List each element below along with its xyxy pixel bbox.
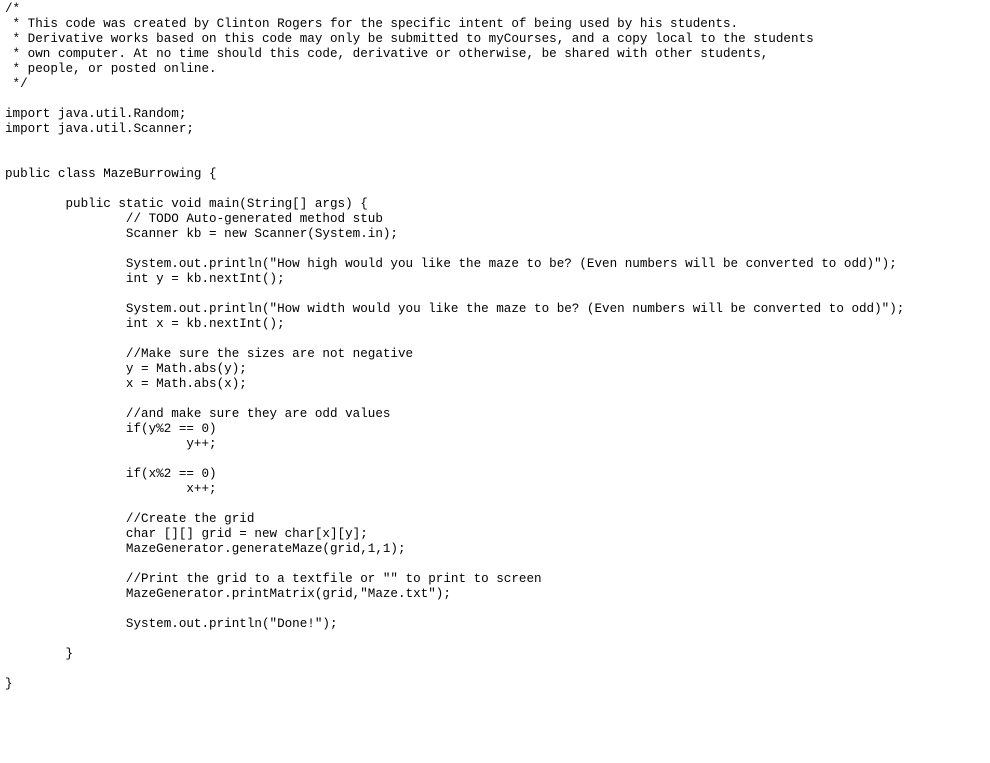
- code-line-print-done: System.out.println("Done!");: [5, 617, 338, 631]
- code-line-blank: [5, 242, 985, 257]
- code-line-comment-close: */: [5, 77, 28, 91]
- code-line-comment-print-grid: //Print the grid to a textfile or "" to print to screen: [5, 572, 542, 586]
- code-line-import-scanner: import java.util.Scanner;: [5, 122, 194, 136]
- code-line-blank: [5, 137, 985, 152]
- code-line-blank: [5, 182, 985, 197]
- code-line-read-x: int x = kb.nextInt();: [5, 317, 285, 331]
- code-line-read-y: int y = kb.nextInt();: [5, 272, 285, 286]
- code-line-comment-online: * people, or posted online.: [5, 62, 217, 76]
- code-line-if-x-even: if(x%2 == 0): [5, 467, 217, 481]
- code-line-abs-x: x = Math.abs(x);: [5, 377, 247, 391]
- code-line-blank: [5, 497, 985, 512]
- code-line-method-close: }: [5, 647, 74, 661]
- code-line-main-method: public static void main(String[] args) {: [5, 197, 368, 211]
- code-line-blank: [5, 92, 985, 107]
- code-line-todo-comment: // TODO Auto-generated method stub: [5, 212, 383, 226]
- code-line-blank: [5, 632, 985, 647]
- code-line-blank: [5, 452, 985, 467]
- code-line-comment-computer: * own computer. At no time should this code, derivative or otherwise, be shared with other students,: [5, 47, 769, 61]
- code-line-print-matrix: MazeGenerator.printMatrix(grid,"Maze.txt");: [5, 587, 451, 601]
- code-line-comment-negative: //Make sure the sizes are not negative: [5, 347, 414, 361]
- code-line-print-height-prompt: System.out.println("How high would you like the maze to be? (Even numbers will be converted to odd)");: [5, 257, 897, 271]
- code-line-if-y-even: if(y%2 == 0): [5, 422, 217, 436]
- code-line-comment-create-grid: //Create the grid: [5, 512, 255, 526]
- code-line-abs-y: y = Math.abs(y);: [5, 362, 247, 376]
- code-line-blank: [5, 602, 985, 617]
- code-line-grid-declaration: char [][] grid = new char[x][y];: [5, 527, 368, 541]
- code-line-increment-x: x++;: [5, 482, 217, 496]
- code-line-comment-derivative: * Derivative works based on this code may only be submitted to myCourses, and a copy local to the students: [5, 32, 814, 46]
- code-line-print-width-prompt: System.out.println("How width would you like the maze to be? (Even numbers will be converted to odd)");: [5, 302, 905, 316]
- code-line-blank: [5, 557, 985, 572]
- code-line-comment-author: * This code was created by Clinton Rogers for the specific intent of being used by his students.: [5, 17, 739, 31]
- code-line-blank: [5, 662, 985, 677]
- code-line-blank: [5, 332, 985, 347]
- code-line-class-declaration: public class MazeBurrowing {: [5, 167, 217, 181]
- code-line-increment-y: y++;: [5, 437, 217, 451]
- code-line-scanner-init: Scanner kb = new Scanner(System.in);: [5, 227, 398, 241]
- code-line-comment-odd: //and make sure they are odd values: [5, 407, 391, 421]
- code-line-class-close: }: [5, 677, 13, 691]
- code-line-import-random: import java.util.Random;: [5, 107, 187, 121]
- code-line-generate-maze: MazeGenerator.generateMaze(grid,1,1);: [5, 542, 406, 556]
- code-view: [5, 2, 985, 692]
- code-line-comment-open: /*: [5, 2, 21, 16]
- code-line-blank: [5, 152, 985, 167]
- code-line-blank: [5, 392, 985, 407]
- code-line-blank: [5, 287, 985, 302]
